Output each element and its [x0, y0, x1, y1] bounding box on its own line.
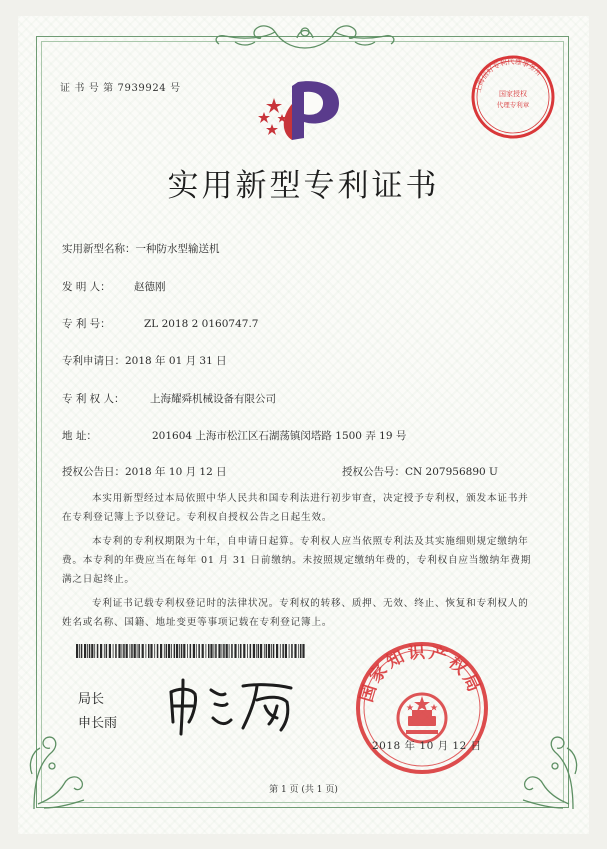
utility-model-name-label: 实用新型名称： [62, 243, 136, 255]
barcode-bar [271, 644, 272, 658]
barcode-bar [289, 644, 290, 658]
barcode-bar [294, 644, 296, 658]
utility-model-name-row [62, 241, 220, 256]
agency-seal-center: 国家授权 [499, 90, 527, 98]
grant-date-label: 授权公告日： [62, 466, 125, 478]
bottom-right-ornament [513, 704, 583, 814]
barcode-bar [260, 644, 262, 658]
barcode-bar [240, 644, 242, 658]
address-value: 201604 上海市松江区石湖荡镇闵塔路 1500 弄 19 号 [152, 430, 407, 442]
utility-model-name-value: 一种防水型输送机 [135, 243, 220, 255]
barcode-bar [160, 644, 162, 658]
barcode-bar [243, 644, 245, 658]
barcode-bar [258, 644, 260, 658]
barcode-bar [122, 644, 123, 658]
barcode-bar [238, 644, 239, 658]
barcode-bar [222, 644, 223, 658]
barcode-bar [76, 644, 78, 658]
barcode-bar [142, 644, 144, 658]
barcode-bar [229, 644, 230, 658]
director-name: 申长雨 [78, 716, 118, 731]
barcode-bar [166, 644, 168, 658]
body-paragraph-1: 本实用新型经过本局依照中华人民共和国专利法进行初步审查，决定授予专利权，颁发本证书并在专利登记簿上予以登记。专利权自授权公告之日起生效。 [62, 493, 529, 523]
seal-date: 2018 年 10 月 12 日 [372, 740, 482, 752]
barcode-bar [223, 644, 225, 658]
barcode-bar [91, 644, 93, 658]
grant-date-value: 2018 年 10 月 12 日 [125, 466, 227, 478]
certificate-body [62, 489, 534, 632]
filing-date-label: 专利申请日： [62, 355, 125, 367]
barcode-bar [157, 644, 159, 658]
inventor-row [62, 279, 166, 294]
barcode-bar [250, 644, 252, 658]
address-row [62, 428, 406, 443]
barcode-bar [126, 644, 128, 658]
barcode-bar [282, 644, 284, 658]
barcode-bar [285, 644, 287, 658]
barcode-bar [79, 644, 80, 658]
barcode-bar [109, 644, 111, 658]
barcode-bar [97, 644, 99, 658]
filing-date-row [62, 353, 227, 368]
barcode-bar [94, 644, 95, 658]
barcode-bar [187, 644, 188, 658]
barcode-bar [210, 644, 212, 658]
barcode-bar [215, 644, 217, 658]
barcode-bar [146, 644, 147, 658]
inventor-label: 发 明 人： [62, 281, 111, 293]
director-position: 局长 [78, 692, 105, 707]
barcode-bar [302, 644, 304, 658]
barcode-bar [179, 644, 180, 658]
barcode-bar [266, 644, 268, 658]
body-paragraph-2: 本专利的专利权期限为十年，自申请日起算。专利权人应当依照专利法及其实施细则规定缴纳年费。本专利的年费应当在每年 01 月 31 日前缴纳。未按照规定缴纳年费的，专利权自应当缴纳年费期满之日起终止。 [62, 536, 532, 585]
certificate-number-value: 7939924 [117, 83, 167, 94]
barcode-bar [218, 644, 220, 658]
barcode-bar [138, 644, 140, 658]
barcode-bar [113, 644, 114, 658]
patent-number-label: 专 利 号： [62, 318, 111, 330]
patent-number-value: ZL 2018 2 0160747.7 [144, 318, 259, 330]
page-indicator: 第 1 页 (共 1 页) [269, 785, 338, 795]
patent-number-row [62, 316, 258, 331]
barcode-bar [100, 644, 102, 658]
grant-date-row [62, 464, 227, 479]
agency-seal [468, 52, 558, 142]
barcode-bar [264, 644, 265, 658]
barcode-bar [148, 644, 150, 658]
barcode-bar [134, 644, 136, 658]
barcode-bar [276, 644, 278, 658]
barcode-bar [176, 644, 178, 658]
barcode-bar [253, 644, 255, 658]
barcode-bar [183, 644, 185, 658]
patentee-row [62, 391, 276, 406]
filing-date-value: 2018 年 01 月 31 日 [125, 355, 227, 367]
barcode-bar [202, 644, 204, 658]
barcode-bar [104, 644, 105, 658]
barcode-bar [198, 644, 200, 658]
grant-number-label: 授权公告号： [342, 466, 405, 478]
barcode-bar [214, 644, 215, 658]
barcode-bar [268, 644, 270, 658]
certificate-number-suffix: 号 [170, 83, 181, 94]
barcode-bar [106, 644, 108, 658]
address-label: 地 址： [62, 430, 97, 442]
barcode-bar [137, 644, 138, 658]
certificate-number [60, 79, 181, 94]
national-emblem-icon [398, 694, 446, 742]
barcode-bar [131, 644, 133, 658]
barcode-bar [298, 644, 299, 658]
barcode-bar [130, 644, 131, 658]
barcode-bar [171, 644, 172, 658]
barcode-bar [206, 644, 207, 658]
barcode-bar [123, 644, 125, 658]
barcode-bar [256, 644, 257, 658]
barcode-bar [87, 644, 88, 658]
patentee-value: 上海耀舜机械设备有限公司 [150, 393, 276, 405]
barcode-bar [84, 644, 86, 658]
barcode-bar [291, 644, 293, 658]
agency-seal-text: 上海信好专利代理事务所 [474, 57, 544, 94]
barcode-bar [164, 644, 165, 658]
patentee-label: 专 利 权 人： [62, 393, 125, 405]
barcode-bar [193, 644, 195, 658]
barcode-bar [168, 644, 170, 658]
grant-number-value: CN 207956890 U [405, 466, 498, 478]
barcode-bar [196, 644, 197, 658]
barcode-bar [234, 644, 236, 658]
barcode-bar [89, 644, 91, 658]
grant-number-row [342, 464, 498, 479]
barcode-bar [190, 644, 192, 658]
barcode-bar [118, 644, 120, 658]
barcode-bar [115, 644, 117, 658]
certificate-number-label: 证 书 号 第 [60, 83, 114, 94]
barcode-bar [208, 644, 210, 658]
barcode-bar [181, 644, 183, 658]
barcode-bar [174, 644, 176, 658]
official-seal-text: 国家知识产权局 [356, 642, 486, 705]
barcode-bar [247, 644, 248, 658]
top-ornament [205, 18, 405, 54]
barcode-bar [226, 644, 228, 658]
barcode-bar [231, 644, 233, 658]
barcode [76, 644, 306, 658]
barcode-bar [280, 644, 281, 658]
agency-seal-role: 代理专利章 [496, 101, 530, 109]
body-paragraph-3: 专利证书记载专利权登记时的法律状况。专利权的转移、质押、无效、终止、恢复和专利权人的姓名或名称、国籍、地址变更等事项记载在专利登记簿上。 [62, 598, 529, 628]
barcode-bar [154, 644, 155, 658]
official-seal [352, 638, 492, 778]
barcode-bar [300, 644, 302, 658]
barcode-bar [81, 644, 83, 658]
patent-office-logo [252, 78, 352, 144]
director-signature [165, 676, 305, 736]
certificate-title: 实用新型专利证书 [167, 168, 440, 204]
barcode-bar [150, 644, 152, 658]
barcode-bar [273, 644, 275, 658]
inventor-value: 赵德刚 [134, 281, 166, 293]
